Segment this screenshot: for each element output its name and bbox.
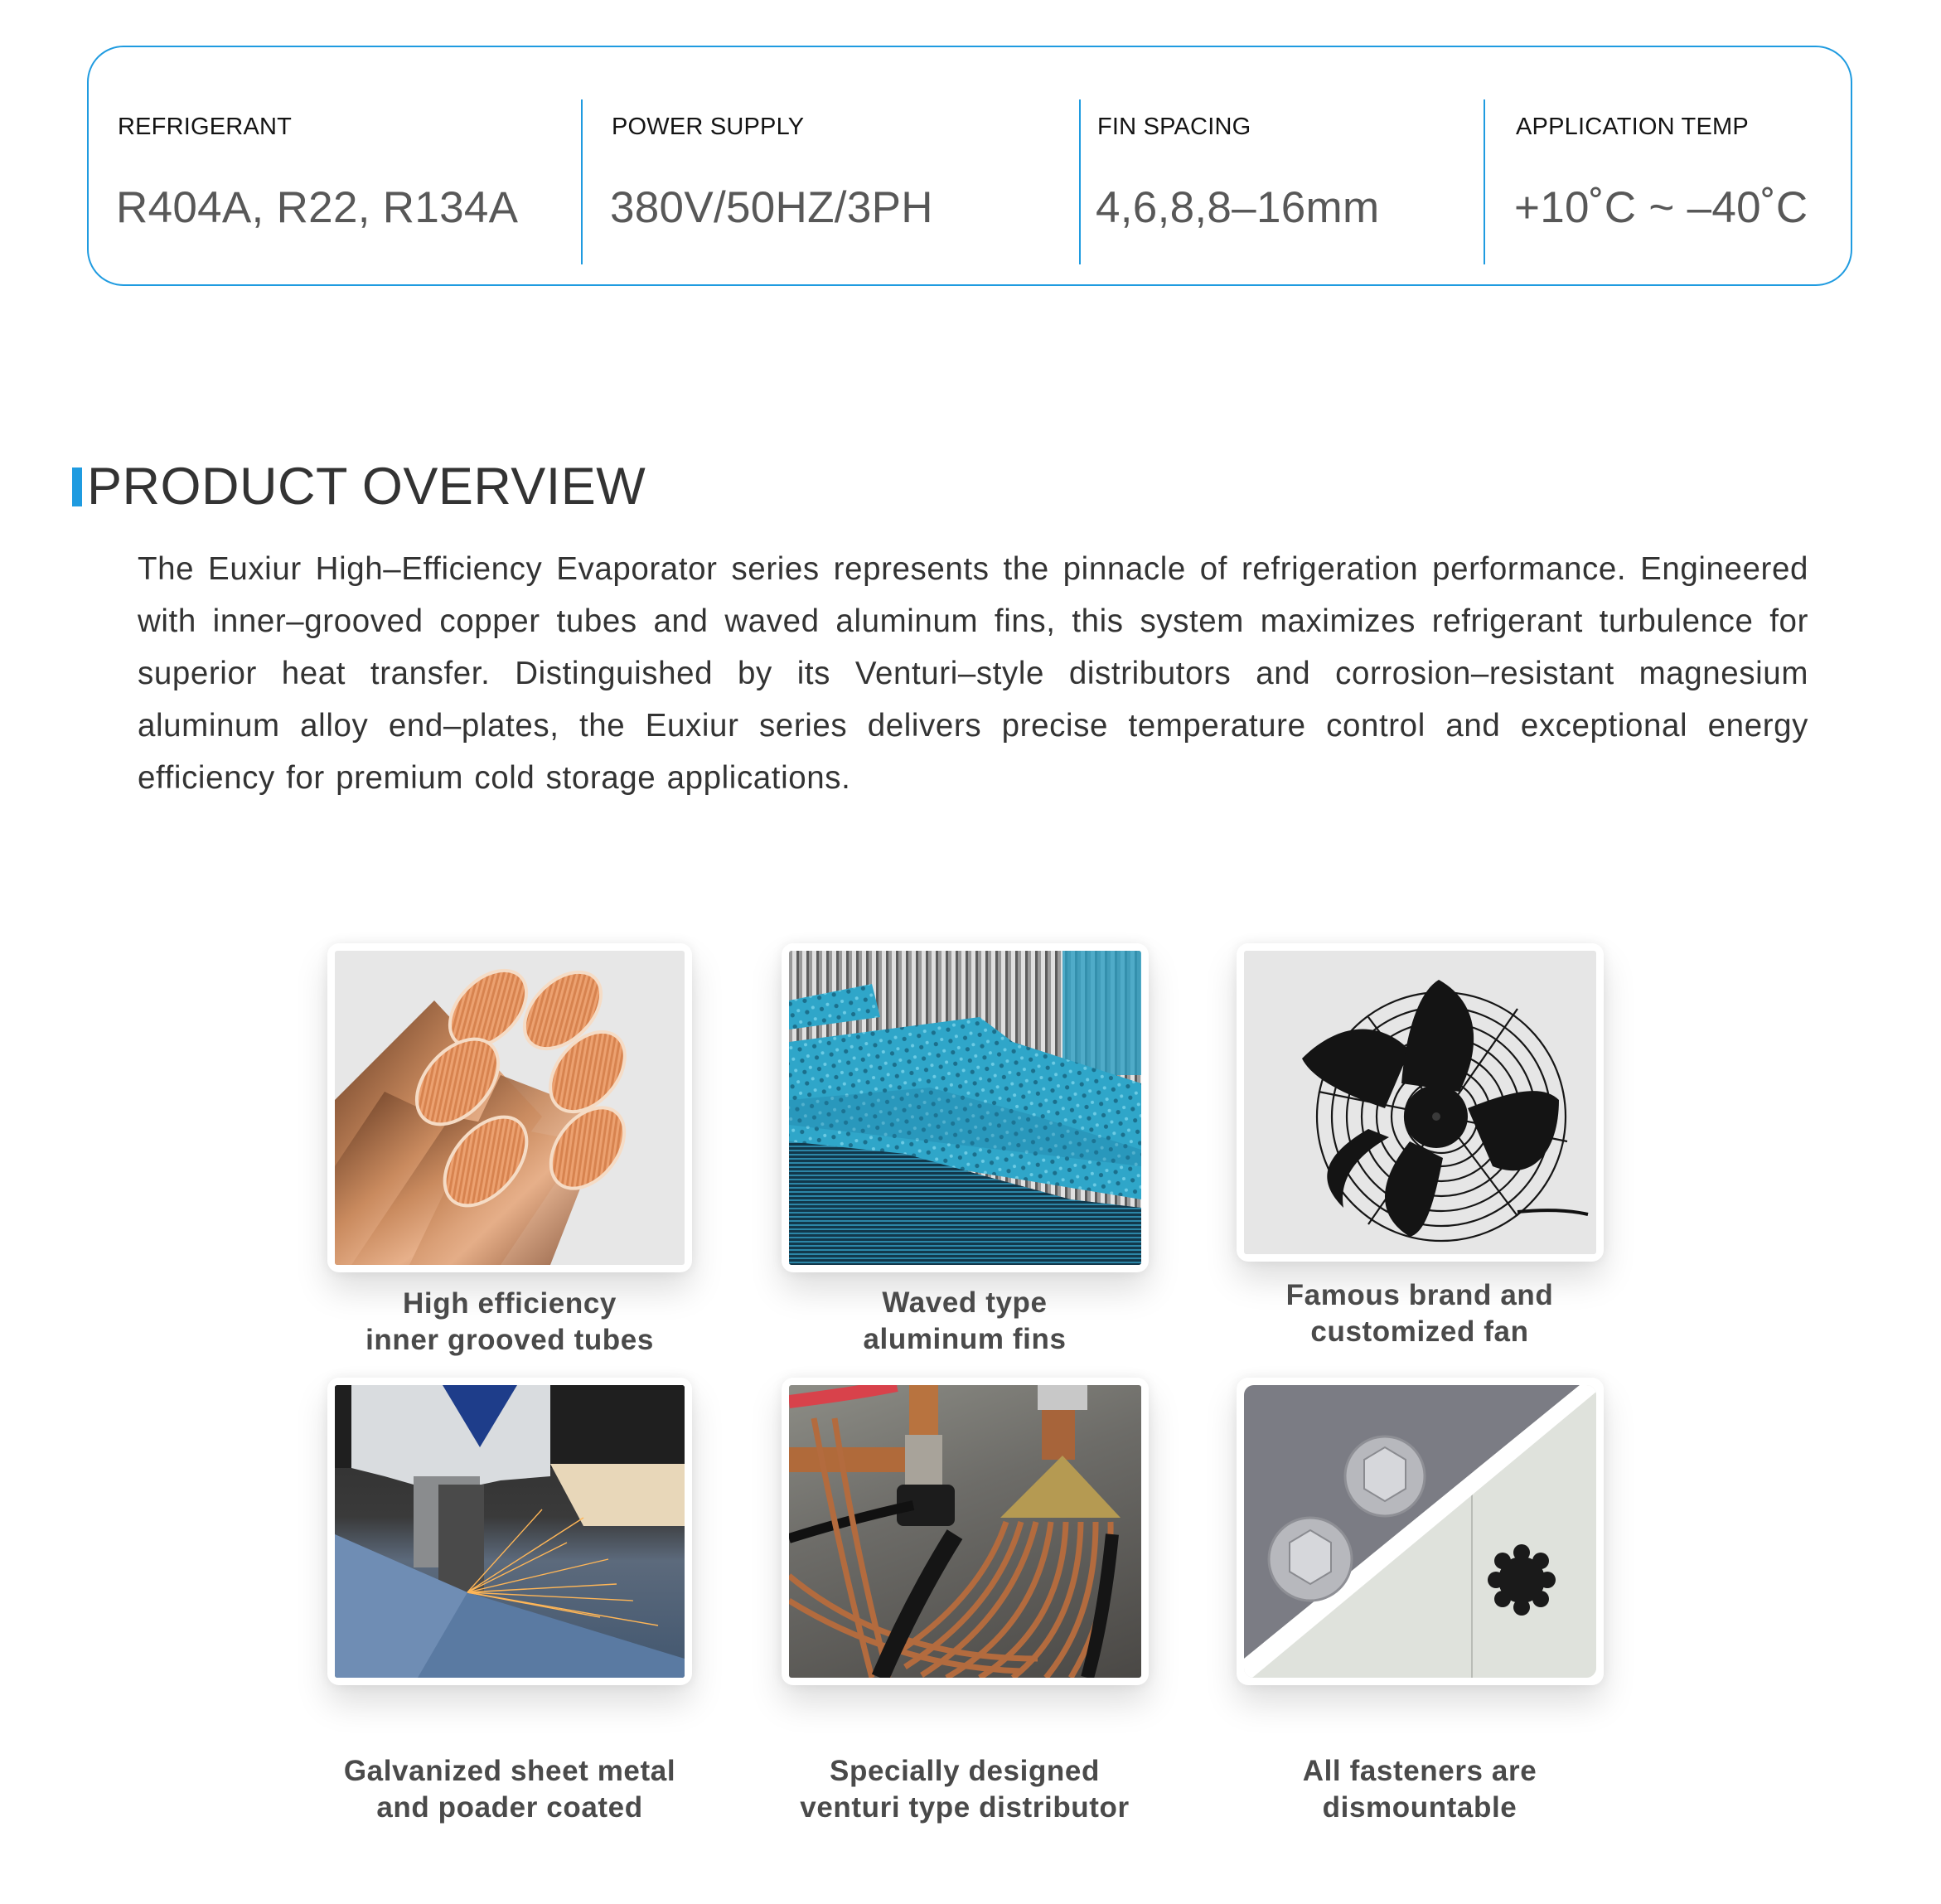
feature-card-fasteners (1237, 1378, 1604, 1685)
spec-label: POWER SUPPLY (612, 114, 805, 140)
laser-cutting-photo (335, 1385, 685, 1678)
spec-value: 4,6,8,8–16mm (1096, 183, 1380, 232)
feature-caption (758, 1285, 1172, 1358)
feature-caption (1213, 1753, 1627, 1826)
caption-line: High efficiency (403, 1287, 617, 1320)
laser-cutting-illustration (335, 1385, 685, 1678)
caption-line: dismountable (1322, 1791, 1517, 1824)
feature-caption (278, 1753, 742, 1826)
feature-card-sheet-metal (327, 1378, 692, 1685)
caption-line: Waved type (882, 1286, 1048, 1319)
aluminum-fins-photo (789, 951, 1141, 1265)
spec-divider (581, 99, 583, 264)
spec-summary-panel (87, 46, 1852, 286)
spec-divider (1484, 99, 1485, 264)
caption-line: Specially designed (830, 1755, 1100, 1787)
venturi-distributor-photo (789, 1385, 1141, 1678)
copper-tubes-photo (335, 951, 685, 1265)
spec-value: +10˚C ~ –40˚C (1514, 183, 1808, 232)
caption-line: aluminum fins (863, 1323, 1067, 1355)
venturi-distributor-illustration (789, 1385, 1141, 1678)
caption-line: Famous brand and (1285, 1279, 1554, 1311)
spec-label: APPLICATION TEMP (1516, 114, 1749, 140)
caption-line: and poader coated (376, 1791, 643, 1824)
feature-card-fins (782, 943, 1149, 1272)
caption-line: Galvanized sheet metal (343, 1755, 676, 1787)
spec-value: 380V/50HZ/3PH (610, 183, 933, 232)
fasteners-illustration (1244, 1385, 1596, 1678)
feature-caption (1213, 1277, 1627, 1350)
caption-line: venturi type distributor (800, 1791, 1130, 1824)
heading-accent-bar (72, 468, 82, 506)
aluminum-fins-illustration (789, 951, 1141, 1265)
caption-line: All fasteners are (1302, 1755, 1537, 1787)
section-title: PRODUCT OVERVIEW (87, 458, 646, 516)
feature-card-distributor (782, 1378, 1149, 1685)
copper-tubes-illustration (335, 951, 685, 1265)
fasteners-photo (1244, 1385, 1596, 1678)
spec-divider (1079, 99, 1081, 264)
spec-label: REFRIGERANT (118, 114, 293, 140)
feature-card-tubes (327, 943, 692, 1272)
overview-paragraph: The Euxiur High–Efficiency Evaporator series represents the pinnacle of refrigeration performance. Engineered with inner–grooved copper tubes and waved aluminum fins, this system maximizes refrigerant turbulence for superior heat transfer. Distinguished by its Venturi–style distributors and corrosion–resistant magnesium aluminum alloy end–plates, the Euxiur series delivers precise temperature control and exceptional energy efficiency for premium cold storage applications. (138, 551, 1808, 796)
feature-caption (741, 1753, 1188, 1826)
feature-caption (303, 1286, 717, 1359)
axial-fan-photo (1244, 951, 1596, 1254)
spec-value: R404A, R22, R134A (116, 183, 519, 232)
caption-line: inner grooved tubes (365, 1324, 654, 1356)
feature-card-fan (1237, 943, 1604, 1262)
caption-line: customized fan (1310, 1315, 1529, 1348)
spec-label: FIN SPACING (1097, 114, 1251, 140)
axial-fan-illustration (1244, 951, 1596, 1254)
